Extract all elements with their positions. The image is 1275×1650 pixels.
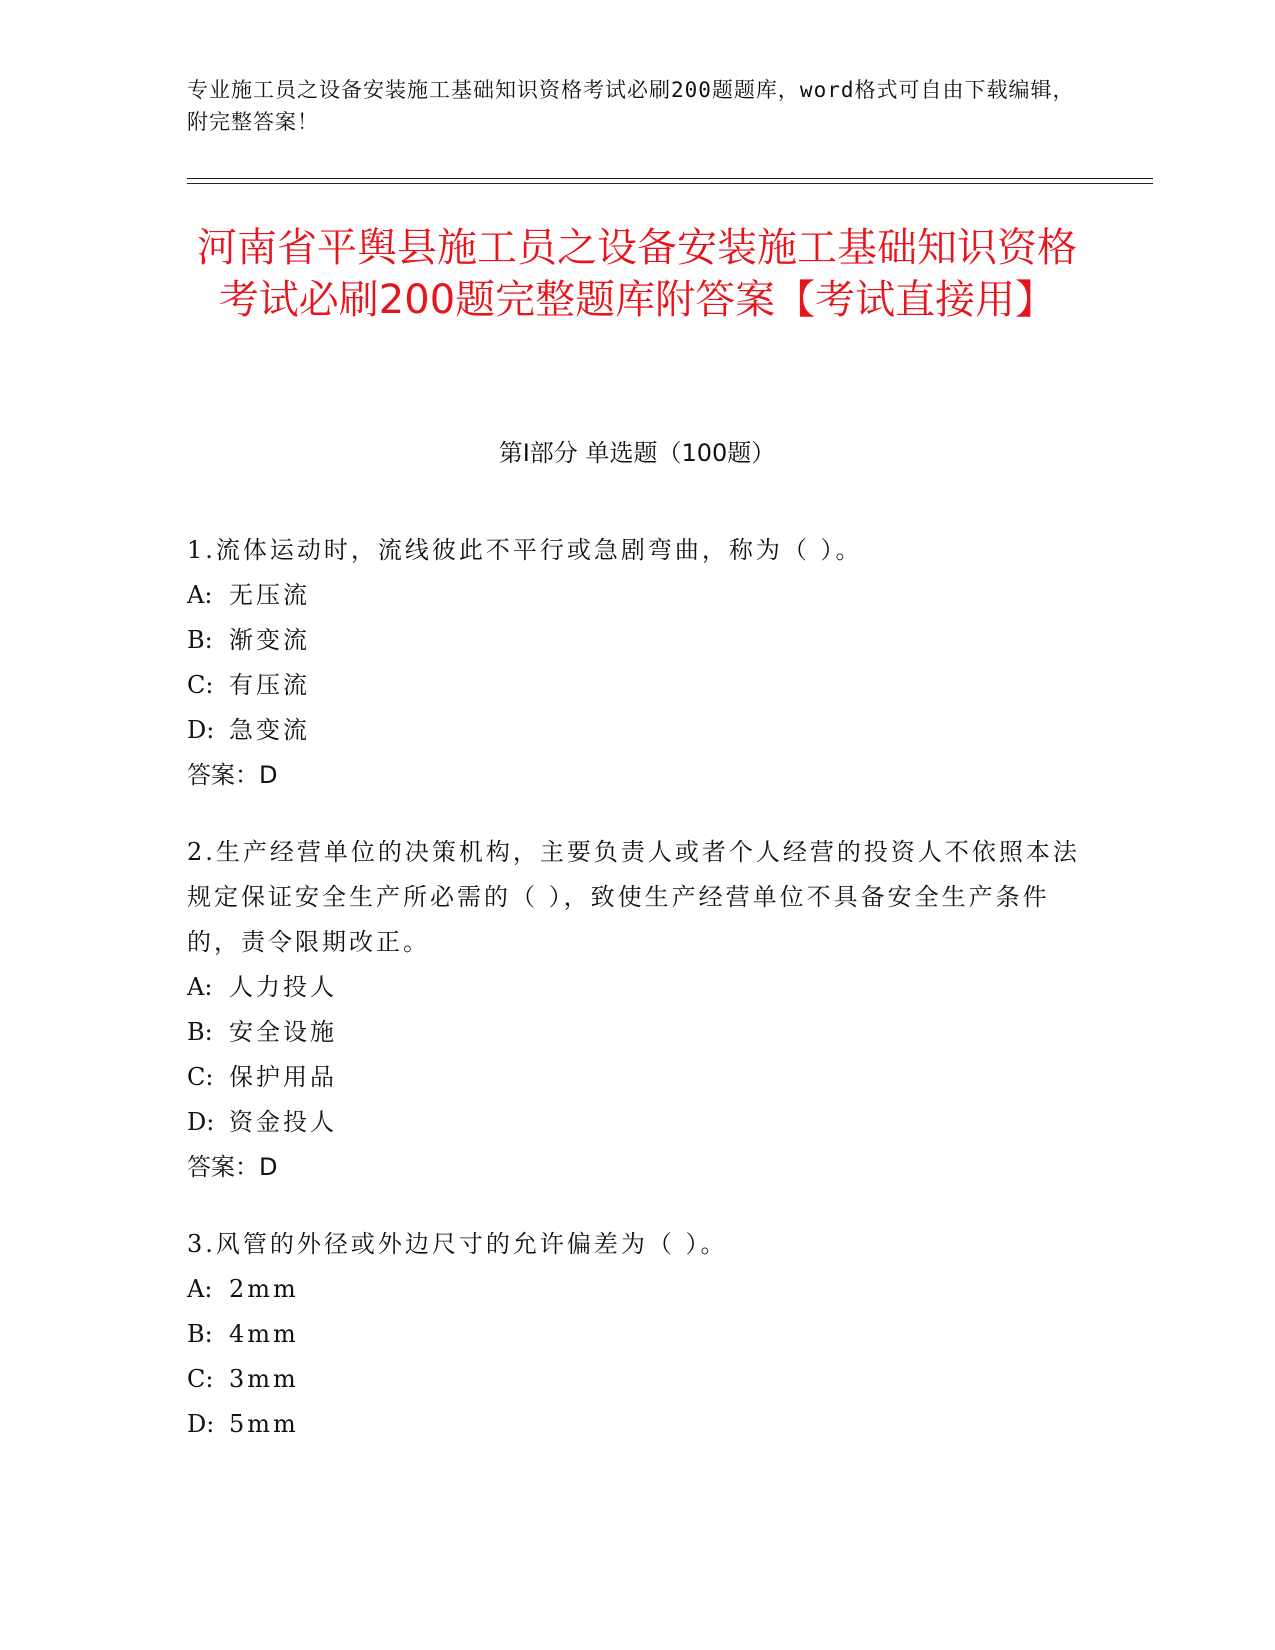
answer-option: [187, 1357, 1087, 1402]
answer-option: [187, 573, 1087, 618]
answer-option: [187, 1055, 1087, 1100]
answer-option: [187, 1312, 1087, 1357]
answer-option: [187, 618, 1087, 663]
answer-option: [187, 663, 1087, 708]
option-text: 保护用品: [229, 1063, 337, 1091]
header-divider-bottom: [187, 183, 1153, 184]
option-label: B:: [187, 1018, 213, 1046]
question-item: [187, 1222, 1087, 1447]
section-heading: 第Ⅰ部分 单选题（100题）: [498, 439, 776, 467]
document-title: 河南省平舆县施工员之设备安装施工基础知识资格考试必刷200题完整题库附答案【考试直接用】: [197, 225, 1077, 323]
option-text: 渐变流: [229, 626, 310, 654]
question-stem: 2.生产经营单位的决策机构，主要负责人或者个人经营的投资人不依照本法规定保证安全生产所必需的（ ），致使生产经营单位不具备安全生产条件的，责令限期改正。: [187, 838, 1080, 956]
answer-option: [187, 1402, 1087, 1447]
answer-option: [187, 1267, 1087, 1312]
option-label: B:: [187, 1320, 213, 1348]
option-label: A:: [187, 973, 213, 1001]
question-item: [187, 528, 1087, 798]
answer-option: [187, 1010, 1087, 1055]
document-intro: 专业施工员之设备安装施工基础知识资格考试必刷200题题库，word格式可自由下载编辑，附完整答案！: [187, 78, 1075, 134]
header-divider-top: [187, 178, 1153, 179]
option-text: 2mm: [229, 1275, 299, 1303]
option-label: D:: [187, 1410, 215, 1438]
option-label: C:: [187, 671, 214, 699]
option-label: D:: [187, 1108, 215, 1136]
option-text: 安全设施: [229, 1018, 337, 1046]
option-label: C:: [187, 1365, 214, 1393]
option-text: 有压流: [229, 671, 310, 699]
option-text: 人力投人: [229, 973, 337, 1001]
option-text: 4mm: [229, 1320, 299, 1348]
answer-option: [187, 708, 1087, 753]
option-text: 急变流: [229, 716, 310, 744]
question-list: [187, 528, 1087, 1479]
option-text: 3mm: [229, 1365, 299, 1393]
option-label: B:: [187, 626, 213, 654]
answer-option: [187, 965, 1087, 1010]
option-text: 无压流: [229, 581, 310, 609]
answer-option: [187, 1100, 1087, 1145]
question-item: [187, 830, 1087, 1190]
question-stem: 1.流体运动时，流线彼此不平行或急剧弯曲，称为（ ）。: [187, 536, 863, 564]
option-label: A:: [187, 1275, 213, 1303]
option-label: A:: [187, 581, 213, 609]
option-label: D:: [187, 716, 215, 744]
answer-key: 答案：D: [187, 761, 278, 789]
question-stem: 3.风管的外径或外边尺寸的允许偏差为（ ）。: [187, 1230, 728, 1258]
option-label: C:: [187, 1063, 214, 1091]
answer-key: 答案：D: [187, 1153, 278, 1181]
option-text: 资金投人: [229, 1108, 337, 1136]
option-text: 5mm: [229, 1410, 299, 1438]
